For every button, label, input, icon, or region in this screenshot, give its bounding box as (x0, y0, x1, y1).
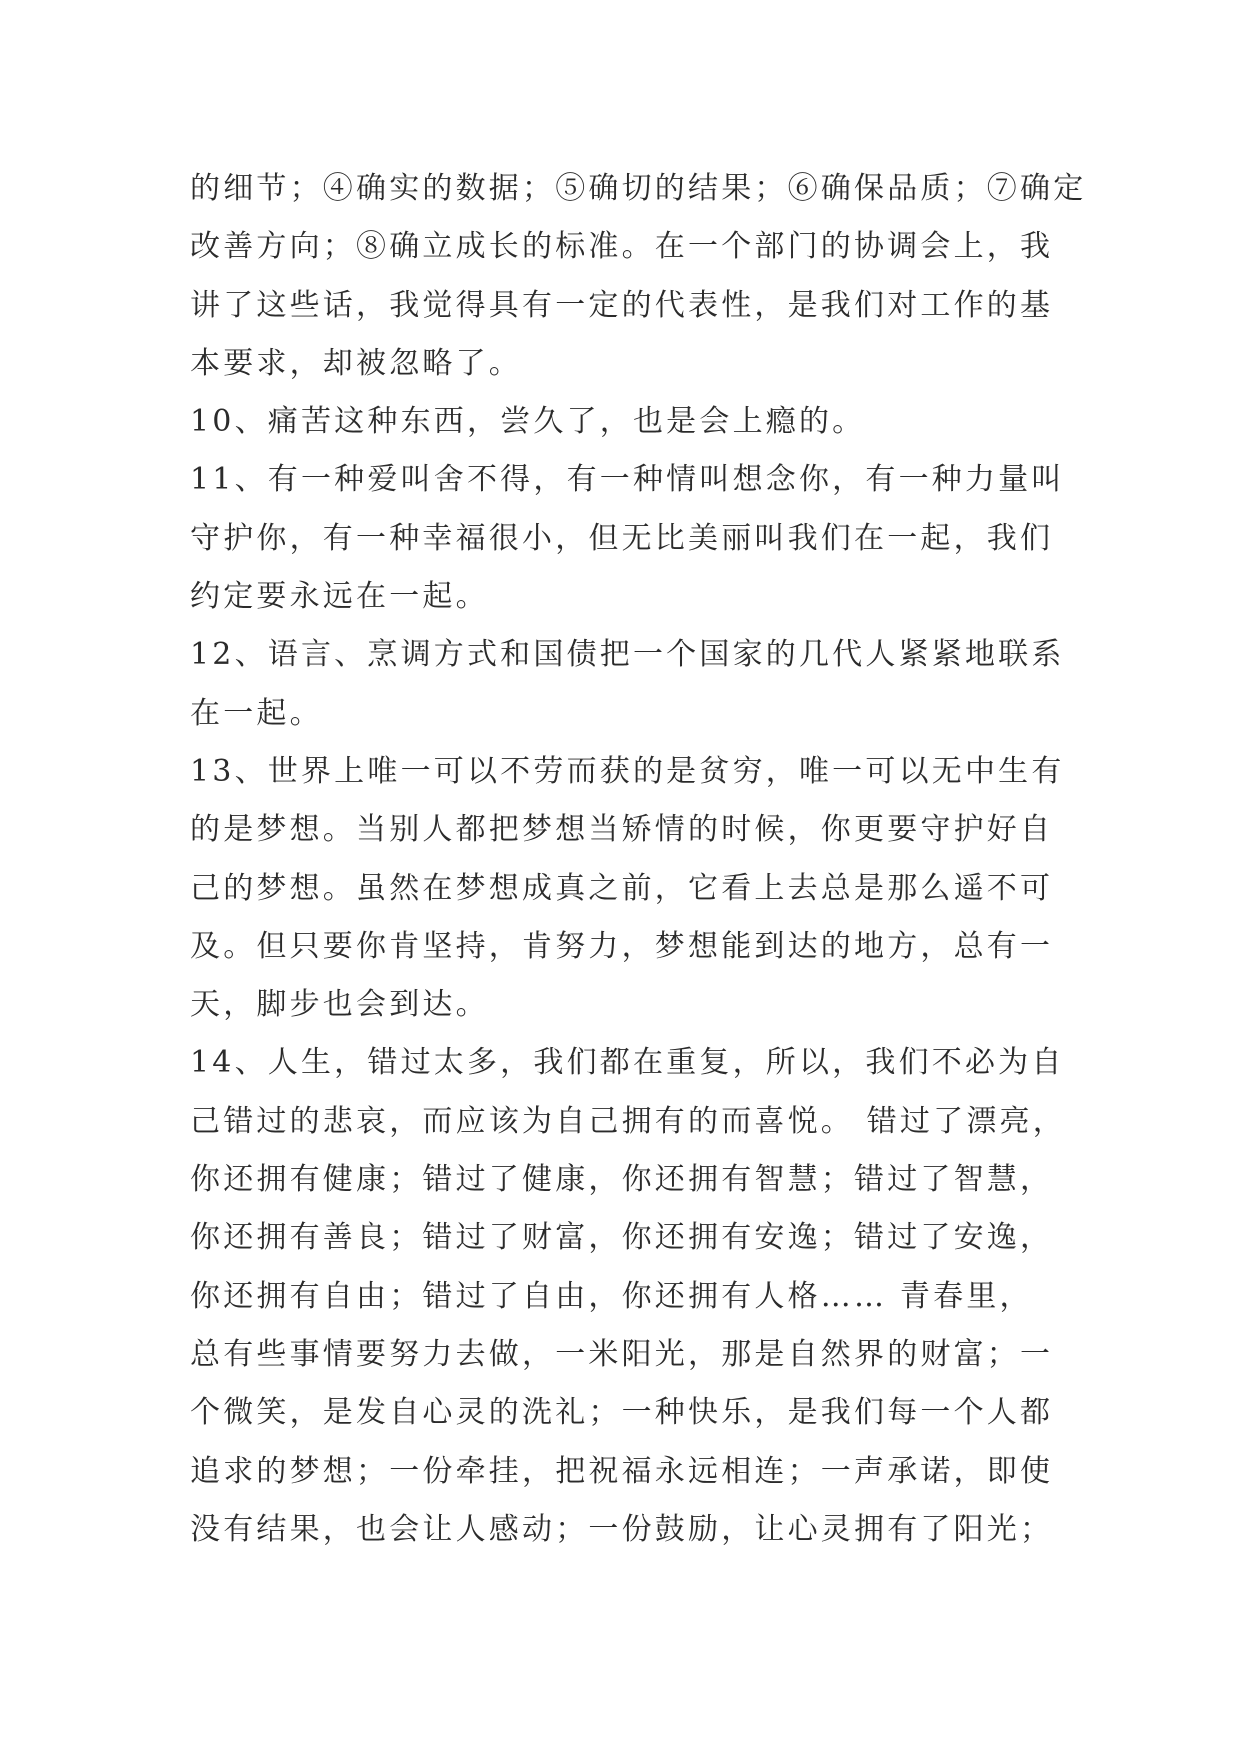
text-line: 没有结果，也会让人感动；一份鼓励，让心灵拥有了阳光； (190, 1511, 1054, 1547)
text-line: 守护你，有一种幸福很小，但无比美丽叫我们在一起，我们 (190, 520, 1054, 556)
text-line: 的是梦想。当别人都把梦想当矫情的时候，你更要守护好自 (190, 812, 1054, 848)
text-line: 你还拥有善良；错过了财富，你还拥有安逸；错过了安逸， (190, 1220, 1054, 1256)
text-line: 总有些事情要努力去做，一米阳光，那是自然界的财富；一 (190, 1336, 1054, 1372)
text-line: 的细节；④确实的数据；⑤确切的结果；⑥确保品质；⑦确定 (190, 171, 1087, 206)
text-line: 14、人生，错过太多，我们都在重复，所以，我们不必为自 (190, 1045, 1065, 1081)
text-line: 讲了这些话，我觉得具有一定的代表性，是我们对工作的基 (190, 287, 1054, 323)
text-line: 改善方向；⑧确立成长的标准。在一个部门的协调会上，我 (190, 229, 1054, 265)
text-line: 己的梦想。虽然在梦想成真之前，它看上去总是那么遥不可 (190, 870, 1054, 906)
text-line: 在一起。 (190, 695, 323, 731)
text-line: 个微笑，是发自心灵的洗礼；一种快乐，是我们每一个人都 (190, 1395, 1054, 1431)
text-line: 12、语言、烹调方式和国债把一个国家的几代人紧紧地联系 (190, 637, 1065, 673)
text-line: 约定要永远在一起。 (190, 579, 489, 615)
text-line: 追求的梦想；一份牵挂，把祝福永远相连；一声承诺，即使 (190, 1453, 1054, 1489)
text-line: 11、有一种爱叫舍不得，有一种情叫想念你，有一种力量叫 (190, 462, 1065, 498)
text-line: 己错过的悲哀，而应该为自己拥有的而喜悦。 错过了漂亮， (190, 1103, 1066, 1139)
text-line: 13、世界上唯一可以不劳而获的是贫穷，唯一可以无中生有 (190, 753, 1065, 789)
text-line: 你还拥有自由；错过了自由，你还拥有人格…… 青春里， (190, 1278, 1033, 1314)
document-body (190, 160, 1087, 1559)
text-line: 你还拥有健康；错过了健康，你还拥有智慧；错过了智慧， (190, 1162, 1054, 1198)
text-line: 天，脚步也会到达。 (190, 987, 489, 1023)
text-line: 10、痛苦这种东西，尝久了，也是会上瘾的。 (190, 404, 866, 440)
text-line: 本要求，却被忽略了。 (190, 345, 522, 381)
text-line: 及。但只要你肯坚持，肯努力，梦想能到达的地方，总有一 (190, 928, 1054, 964)
